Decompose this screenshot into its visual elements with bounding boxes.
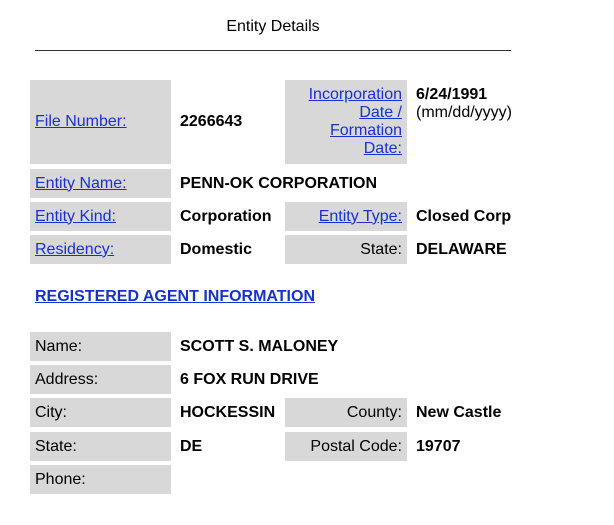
incorporation-date-link[interactable]: [309, 86, 402, 158]
entity-type-value: Closed Corp: [416, 207, 512, 225]
file-number-value: 2266643: [180, 113, 243, 130]
incorporation-label-line-2: Date /: [359, 104, 402, 121]
file-number-link[interactable]: File Number:: [35, 113, 127, 130]
incorporation-date-label-cell: [285, 80, 407, 164]
title-divider: [35, 50, 511, 51]
entity-kind-label-cell: [30, 202, 171, 231]
agent-name-label: Name:: [35, 337, 83, 355]
entity-type-label-cell: [285, 202, 407, 231]
agent-state-label-cell: [30, 432, 171, 461]
agent-address-value: 6 FOX RUN DRIVE: [180, 370, 319, 388]
agent-postal-code-value: 19707: [416, 437, 461, 455]
entity-state-label: State:: [360, 240, 402, 258]
entity-name-link[interactable]: Entity Name:: [35, 174, 127, 192]
entity-kind-value: Corporation: [180, 207, 272, 225]
agent-name-value: SCOTT S. MALONEY: [180, 337, 339, 355]
agent-county-label: County:: [346, 403, 402, 421]
incorporation-date-block: [416, 86, 512, 122]
agent-postal-code-label-cell: [285, 432, 407, 461]
incorporation-label-line-3: Formation: [329, 122, 402, 139]
agent-city-value: HOCKESSIN: [180, 403, 276, 421]
entity-kind-link[interactable]: Entity Kind:: [35, 207, 116, 225]
agent-city-label-cell: [30, 398, 171, 427]
agent-city-label: City:: [35, 403, 67, 421]
incorporation-date-format: (mm/dd/yyyy): [416, 104, 512, 121]
agent-state-label: State:: [35, 437, 77, 455]
entity-name-label-cell: [30, 169, 171, 198]
agent-address-label-cell: [30, 365, 171, 394]
agent-phone-label: Phone:: [35, 470, 86, 488]
agent-postal-code-label: Postal Code:: [310, 437, 402, 455]
entity-state-value: DELAWARE: [416, 240, 507, 258]
entity-name-value: PENN-OK CORPORATION: [180, 174, 378, 192]
incorporation-date-value: 6/24/1991: [416, 86, 488, 103]
agent-name-label-cell: [30, 332, 171, 361]
agent-county-label-cell: [285, 398, 407, 427]
residency-label-cell: [30, 235, 171, 264]
agent-phone-label-cell: [30, 465, 171, 494]
entity-type-link[interactable]: Entity Type:: [318, 207, 402, 225]
agent-county-value: New Castle: [416, 403, 502, 421]
incorporation-label-line-4: Date:: [363, 140, 402, 157]
agent-state-value: DE: [180, 437, 203, 455]
incorporation-label-line-1: Incorporation: [308, 86, 402, 103]
page-title: Entity Details: [226, 18, 320, 35]
registered-agent-heading-link[interactable]: REGISTERED AGENT INFORMATION: [35, 288, 315, 305]
entity-state-label-cell: [285, 235, 407, 264]
file-number-label-cell: [30, 80, 171, 164]
residency-link[interactable]: Residency:: [35, 240, 115, 258]
agent-address-label: Address:: [35, 370, 99, 388]
residency-value: Domestic: [180, 240, 253, 258]
